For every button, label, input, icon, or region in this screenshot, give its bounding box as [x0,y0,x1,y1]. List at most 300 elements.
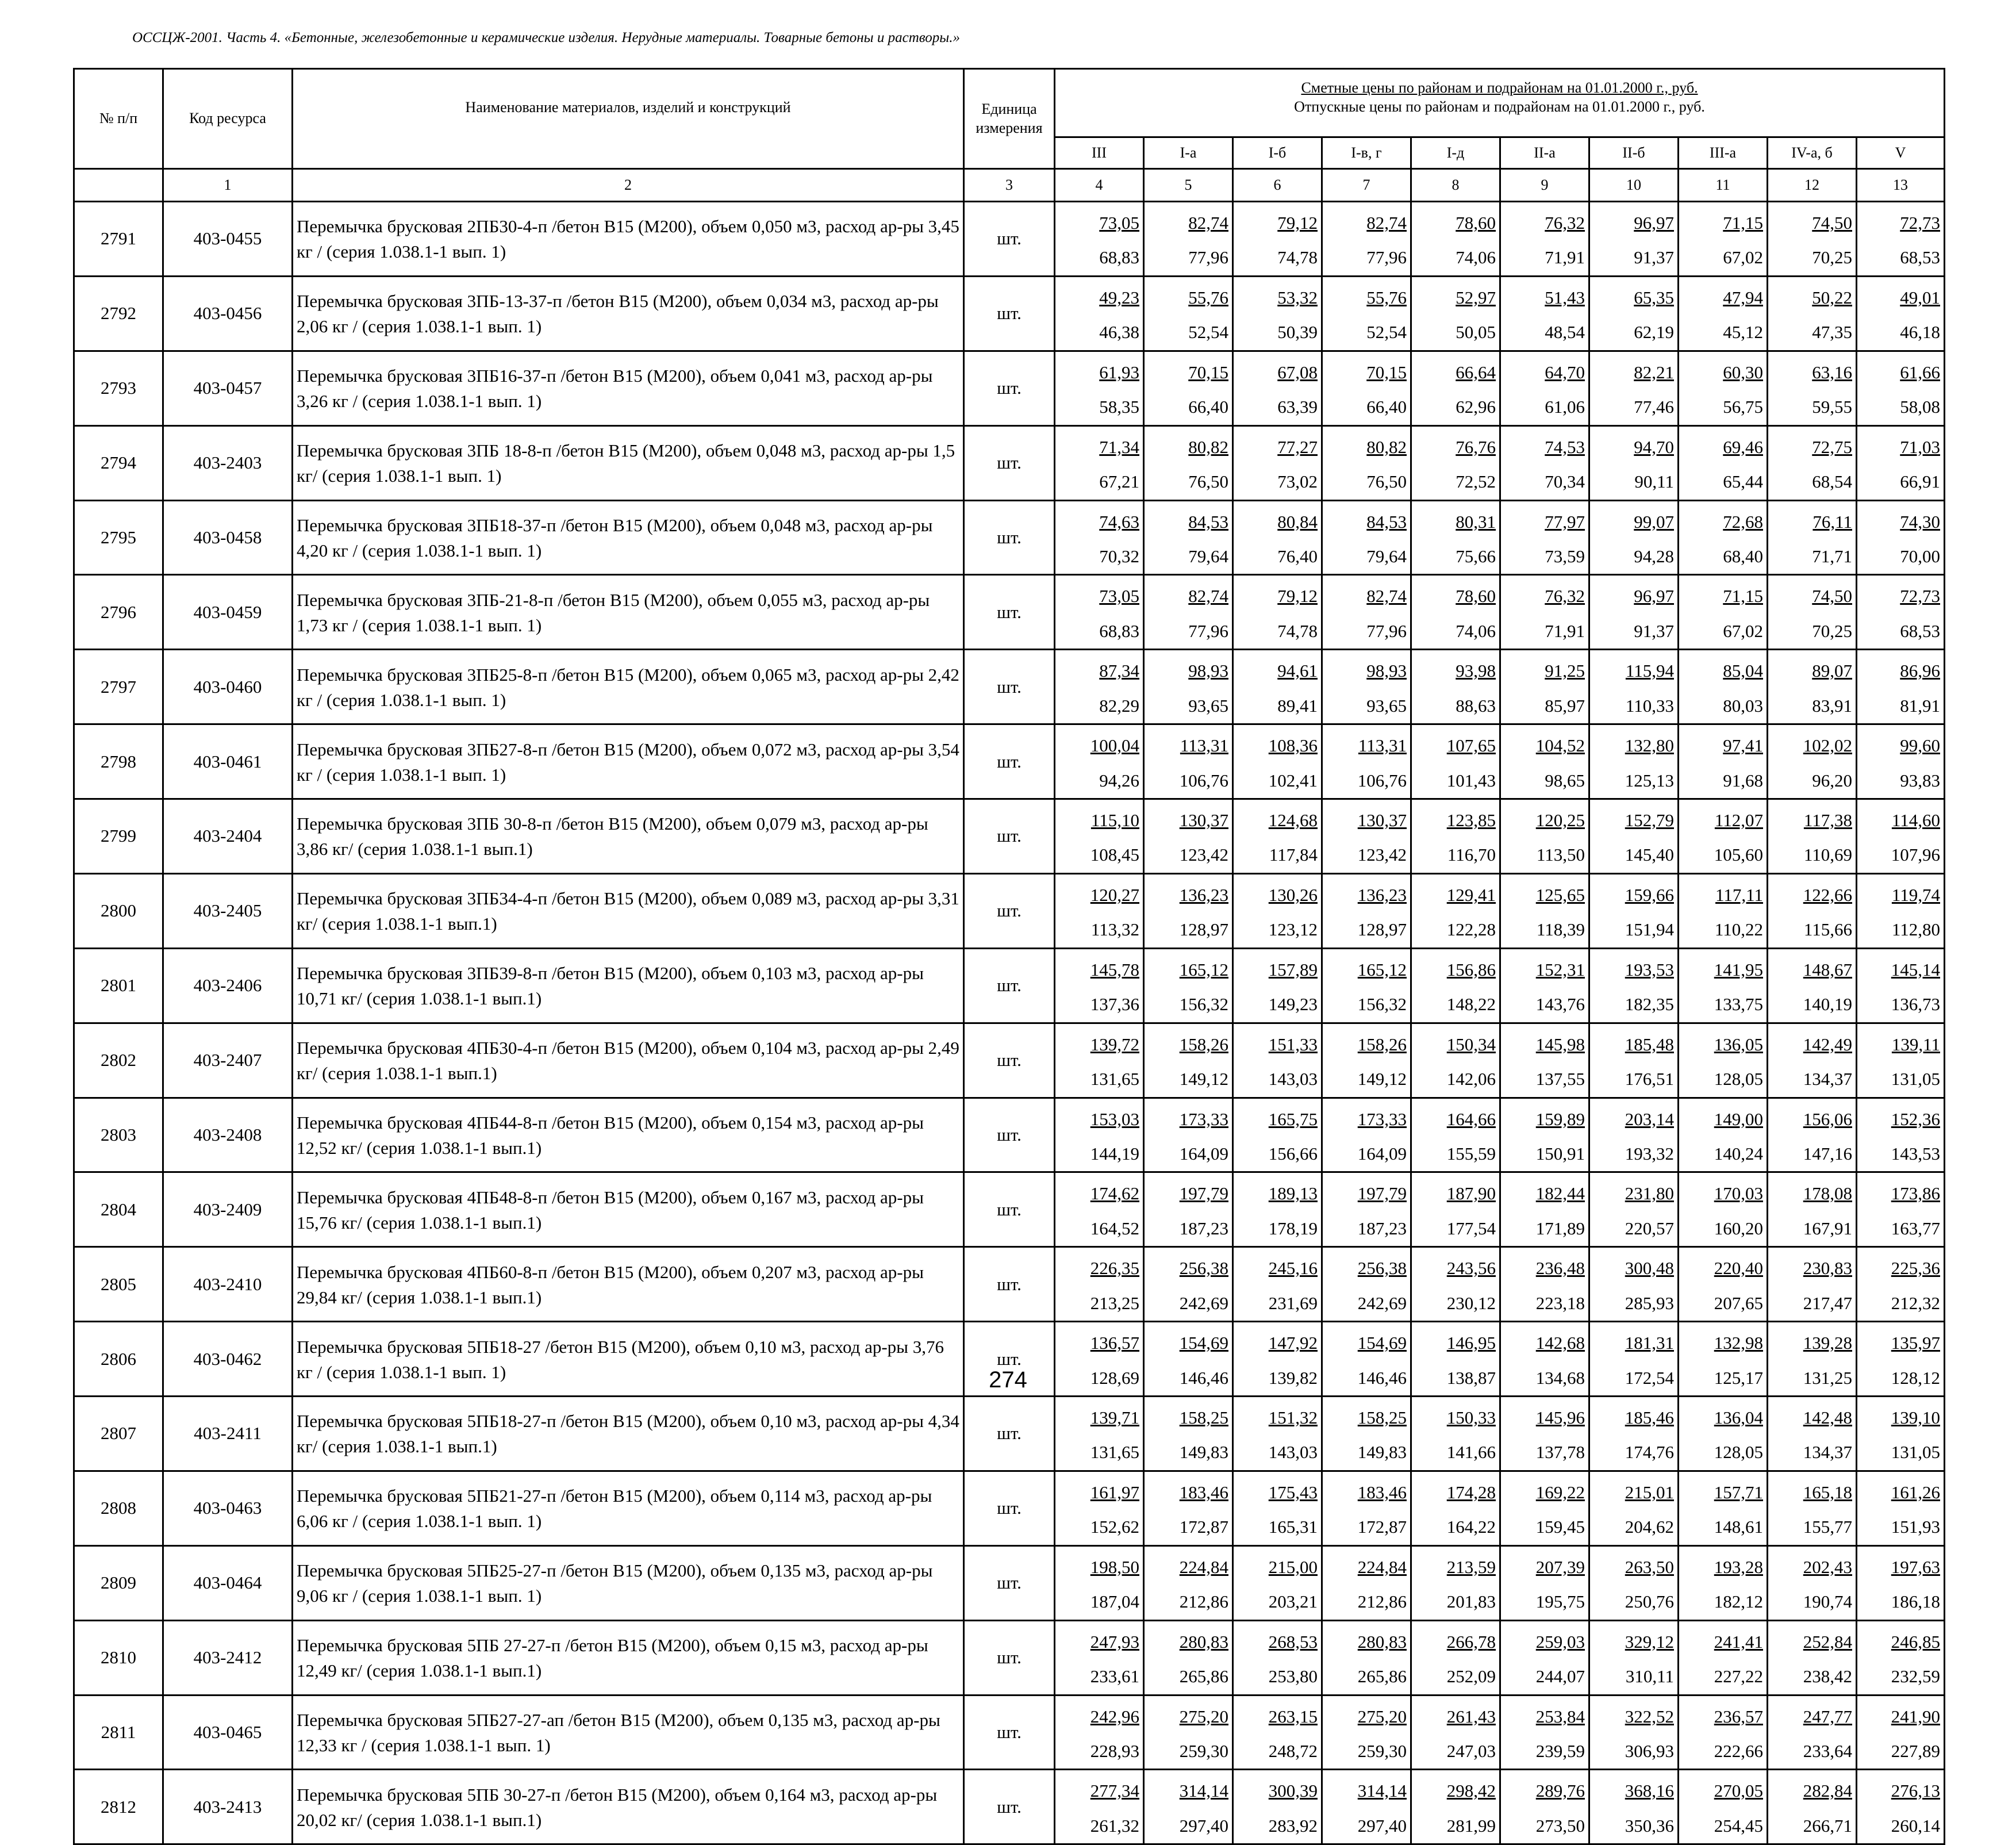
estimated-price: 139,11 [1891,1034,1941,1054]
release-price: 93,65 [1366,695,1407,716]
price-cell [1055,1023,1144,1098]
release-price: 96,20 [1812,770,1852,791]
release-price: 186,18 [1891,1591,1941,1612]
resource-code: 403-2412 [163,1620,293,1695]
table-row [74,1172,1945,1247]
price-cell [1500,1397,1589,1471]
price-cell [1322,500,1411,575]
row-number: 2792 [74,276,163,351]
price-cell [1500,948,1589,1023]
row-number: 2800 [74,873,163,948]
release-price: 93,65 [1188,695,1228,716]
release-price: 165,31 [1268,1517,1318,1537]
price-cell [1055,1620,1144,1695]
estimated-price: 85,04 [1723,661,1763,681]
unit-of-measure: шт. [964,1770,1055,1844]
release-price: 131,65 [1090,1442,1139,1463]
estimated-price: 152,36 [1891,1108,1941,1129]
estimated-price: 165,12 [1179,959,1228,980]
release-price: 297,40 [1357,1815,1407,1836]
estimated-price: 113,31 [1358,735,1407,756]
price-cell [1589,1172,1679,1247]
price-cell [1055,1545,1144,1620]
release-price: 145,40 [1625,845,1674,865]
row-number: 2808 [74,1471,163,1545]
price-cell [1768,500,1857,575]
price-cell [1857,1620,1945,1695]
estimated-price: 165,12 [1357,959,1407,980]
estimated-price: 280,83 [1179,1631,1228,1652]
unit-of-measure: шт. [964,500,1055,575]
estimated-price: 247,77 [1803,1706,1852,1727]
price-cell [1144,724,1233,799]
release-price: 72,52 [1456,471,1496,492]
release-price: 195,75 [1535,1591,1585,1612]
region-header: III [1055,137,1144,169]
material-name: Перемычка брусковая 3ПБ39-8-п /бетон В15 (М200), объем 0,103 м3, расход ар-ры 10,71 кг/ (серия 1.038.1-1 вып.1) [293,948,964,1023]
release-price: 233,64 [1803,1740,1852,1761]
price-cell [1500,202,1589,277]
estimated-price: 80,84 [1277,511,1318,532]
estimated-price: 145,98 [1535,1034,1585,1054]
price-cell [1589,799,1679,874]
estimated-price: 246,85 [1891,1631,1941,1652]
release-price: 232,59 [1891,1666,1941,1687]
release-price: 131,65 [1090,1069,1139,1090]
table-row [74,1695,1945,1770]
release-price: 75,66 [1456,546,1496,566]
estimated-price: 226,35 [1090,1258,1139,1279]
release-price: 151,94 [1625,919,1674,940]
release-price: 89,41 [1277,695,1318,716]
table-header [74,69,1945,202]
header-prices-release: Отпускные цены по районам и подрайонам на 01.01.2000 г., руб. [1294,98,1705,115]
estimated-price: 159,89 [1535,1108,1585,1129]
header-num: № п/п [74,69,163,169]
column-number: 10 [1589,169,1679,202]
estimated-price: 125,65 [1535,884,1585,905]
material-name: Перемычка брусковая 4ПБ30-4-п /бетон В15 (М200), объем 0,104 м3, расход ар-ры 2,49 кг/ (серия 1.038.1-1 вып.1) [293,1023,964,1098]
release-price: 66,40 [1188,397,1228,417]
release-price: 50,05 [1456,322,1496,343]
release-price: 71,91 [1545,247,1585,268]
release-price: 68,53 [1900,247,1941,268]
estimated-price: 124,68 [1268,810,1318,830]
unit-of-measure: шт. [964,351,1055,425]
material-name: Перемычка брусковая 3ПБ25-8-п /бетон В15 (М200), объем 0,065 м3, расход ар-ры 2,42 кг / (серия 1.038.1-1 вып. 1) [293,650,964,724]
resource-code: 403-0461 [163,724,293,799]
table-body [74,202,1945,1844]
release-price: 261,32 [1090,1815,1139,1836]
column-number: 8 [1411,169,1500,202]
price-cell [1857,948,1945,1023]
estimated-price: 150,33 [1446,1407,1496,1428]
price-cell [1679,575,1768,650]
release-price: 113,32 [1090,919,1139,940]
price-cell [1322,276,1411,351]
row-number: 2807 [74,1397,163,1471]
estimated-price: 215,01 [1625,1482,1674,1502]
release-price: 123,42 [1179,845,1228,865]
unit-of-measure: шт. [964,1172,1055,1247]
estimated-price: 261,43 [1446,1706,1496,1727]
price-cell [1322,1770,1411,1844]
release-price: 85,97 [1545,695,1585,716]
table-row [74,948,1945,1023]
resource-code: 403-2408 [163,1098,293,1172]
price-cell [1589,724,1679,799]
release-price: 79,64 [1188,546,1228,566]
estimated-price: 51,43 [1545,287,1585,308]
price-cell [1411,1397,1500,1471]
estimated-price: 49,01 [1900,287,1941,308]
estimated-price: 241,90 [1891,1706,1941,1727]
estimated-price: 150,34 [1446,1034,1496,1054]
table-row [74,799,1945,874]
price-cell [1679,799,1768,874]
table-row [74,1397,1945,1471]
table-row [74,276,1945,351]
price-cell [1322,724,1411,799]
estimated-price: 84,53 [1188,511,1228,532]
resource-code: 403-0458 [163,500,293,575]
release-price: 101,43 [1446,770,1496,791]
unit-of-measure: шт. [964,873,1055,948]
price-cell [1589,1471,1679,1545]
estimated-price: 154,69 [1179,1333,1228,1353]
release-price: 156,32 [1179,994,1228,1015]
resource-code: 403-0463 [163,1471,293,1545]
release-price: 143,03 [1268,1069,1318,1090]
release-price: 133,75 [1714,994,1763,1015]
estimated-price: 53,32 [1277,287,1318,308]
release-price: 142,06 [1446,1069,1496,1090]
release-price: 56,75 [1723,397,1763,417]
price-cell [1768,1397,1857,1471]
estimated-price: 71,34 [1099,436,1139,457]
estimated-price: 207,39 [1535,1556,1585,1577]
price-cell [1322,873,1411,948]
price-cell [1857,1098,1945,1172]
release-price: 94,28 [1634,546,1674,566]
header-name: Наименование материалов, изделий и конструкций [293,69,964,169]
price-cell [1055,1098,1144,1172]
price-cell [1679,1770,1768,1844]
estimated-price: 242,96 [1090,1706,1139,1727]
estimated-price: 245,16 [1268,1258,1318,1279]
row-number: 2804 [74,1172,163,1247]
release-price: 128,69 [1090,1367,1139,1388]
release-price: 222,66 [1714,1740,1763,1761]
price-cell [1411,1695,1500,1770]
estimated-price: 96,97 [1634,586,1674,607]
release-price: 260,14 [1891,1815,1941,1836]
estimated-price: 86,96 [1900,661,1941,681]
price-cell [1679,1172,1768,1247]
estimated-price: 270,05 [1714,1781,1763,1801]
release-price: 143,03 [1268,1442,1318,1463]
price-cell [1411,425,1500,500]
release-price: 160,20 [1714,1218,1763,1238]
release-price: 242,69 [1357,1292,1407,1313]
price-cell [1589,1620,1679,1695]
estimated-price: 73,05 [1099,213,1139,233]
estimated-price: 139,28 [1803,1333,1852,1353]
release-price: 88,63 [1456,695,1496,716]
row-number: 2795 [74,500,163,575]
estimated-price: 159,66 [1625,884,1674,905]
release-price: 117,84 [1269,845,1318,865]
price-cell [1322,1023,1411,1098]
estimated-price: 181,31 [1625,1333,1674,1353]
row-number: 2803 [74,1098,163,1172]
price-cell [1233,1620,1322,1695]
release-price: 176,51 [1625,1069,1674,1090]
column-number: 11 [1679,169,1768,202]
release-price: 77,96 [1366,620,1407,641]
release-price: 134,37 [1803,1442,1852,1463]
release-price: 155,77 [1803,1517,1852,1537]
column-number: 2 [293,169,964,202]
estimated-price: 158,26 [1357,1034,1407,1054]
material-name: Перемычка брусковая 3ПБ-21-8-п /бетон В15 (М200), объем 0,055 м3, расход ар-ры 1,73 кг / (серия 1.038.1-1 вып. 1) [293,575,964,650]
row-number: 2812 [74,1770,163,1844]
estimated-price: 97,41 [1723,735,1763,756]
estimated-price: 185,46 [1625,1407,1674,1428]
table-row [74,351,1945,425]
release-price: 63,39 [1277,397,1318,417]
release-price: 141,66 [1446,1442,1496,1463]
release-price: 250,76 [1625,1591,1674,1612]
estimated-price: 197,79 [1357,1183,1407,1204]
price-cell [1857,500,1945,575]
estimated-price: 139,72 [1090,1034,1139,1054]
estimated-price: 161,26 [1891,1482,1941,1502]
price-cell [1144,1023,1233,1098]
release-price: 125,13 [1625,770,1674,791]
price-cell [1500,276,1589,351]
estimated-price: 141,95 [1714,959,1763,980]
estimated-price: 215,00 [1268,1556,1318,1577]
estimated-price: 152,79 [1625,810,1674,830]
material-name: Перемычка брусковая 5ПБ 27-27-п /бетон В15 (М200), объем 0,15 м3, расход ар-ры 12,49 кг/ (серия 1.038.1-1 вып.1) [293,1620,964,1695]
estimated-price: 74,50 [1812,213,1852,233]
release-price: 207,65 [1714,1292,1763,1313]
price-cell [1233,1023,1322,1098]
release-price: 66,40 [1366,397,1407,417]
estimated-price: 108,36 [1268,735,1318,756]
column-number: 6 [1233,169,1322,202]
resource-code: 403-2411 [163,1397,293,1471]
release-price: 116,70 [1447,845,1496,865]
estimated-price: 122,66 [1803,884,1852,905]
estimated-price: 60,30 [1723,362,1763,382]
release-price: 110,22 [1714,919,1763,940]
row-number: 2799 [74,799,163,874]
price-cell [1679,1023,1768,1098]
estimated-price: 74,63 [1099,511,1139,532]
price-cell [1055,1695,1144,1770]
unit-of-measure: шт. [964,1620,1055,1695]
estimated-price: 183,46 [1179,1482,1228,1502]
estimated-price: 243,56 [1446,1258,1496,1279]
release-price: 136,73 [1891,994,1941,1015]
price-cell [1589,1545,1679,1620]
price-cell [1857,1247,1945,1322]
release-price: 65,44 [1723,471,1763,492]
estimated-price: 80,82 [1366,436,1407,457]
price-cell [1857,724,1945,799]
price-cell [1055,873,1144,948]
estimated-price: 100,04 [1090,735,1139,756]
unit-of-measure: шт. [964,724,1055,799]
price-cell [1233,276,1322,351]
release-price: 46,38 [1099,322,1139,343]
release-price: 149,12 [1357,1069,1407,1090]
region-header: II-б [1589,137,1679,169]
price-cell [1500,873,1589,948]
table-row [74,1770,1945,1844]
release-price: 306,93 [1625,1740,1674,1761]
estimated-price: 136,23 [1179,884,1228,905]
release-price: 149,12 [1179,1069,1228,1090]
release-price: 190,74 [1803,1591,1852,1612]
price-cell [1768,1098,1857,1172]
price-cell [1322,1545,1411,1620]
release-price: 152,62 [1090,1517,1139,1537]
estimated-price: 203,14 [1625,1108,1674,1129]
price-cell [1144,1545,1233,1620]
release-price: 71,71 [1812,546,1852,566]
price-cell [1233,873,1322,948]
price-cell [1857,1471,1945,1545]
release-price: 223,18 [1535,1292,1585,1313]
price-cell [1589,1770,1679,1844]
release-price: 247,03 [1446,1740,1496,1761]
estimated-price: 63,16 [1812,362,1852,382]
estimated-price: 148,67 [1803,959,1852,980]
release-price: 67,21 [1099,471,1139,492]
estimated-price: 130,26 [1268,884,1318,905]
price-cell [1768,1545,1857,1620]
price-cell [1857,650,1945,724]
estimated-price: 87,34 [1099,661,1139,681]
table-row [74,1247,1945,1322]
estimated-price: 72,75 [1812,436,1852,457]
document-title: ОССЦЖ-2001. Часть 4. «Бетонные, железобетонные и керамические изделия. Нерудные материалы. Товарные бетоны и растворы.» [132,30,960,45]
price-cell [1500,575,1589,650]
row-number: 2793 [74,351,163,425]
table-row [74,1620,1945,1695]
estimated-price: 146,95 [1446,1333,1496,1353]
release-price: 128,05 [1714,1069,1763,1090]
row-number: 2811 [74,1695,163,1770]
price-cell [1233,1397,1322,1471]
estimated-price: 198,50 [1090,1556,1139,1577]
price-cell [1679,1695,1768,1770]
price-cell [1322,202,1411,277]
release-price: 151,93 [1891,1517,1941,1537]
region-header: III-а [1679,137,1768,169]
estimated-price: 99,60 [1900,735,1941,756]
release-price: 45,12 [1723,322,1763,343]
release-price: 47,35 [1812,322,1852,343]
estimated-price: 158,25 [1357,1407,1407,1428]
release-price: 244,07 [1535,1666,1585,1687]
price-cell [1411,1172,1500,1247]
release-price: 67,02 [1723,620,1763,641]
price-cell [1768,202,1857,277]
price-cell [1055,650,1144,724]
release-price: 76,50 [1366,471,1407,492]
table-row [74,1545,1945,1620]
estimated-price: 67,08 [1277,362,1318,382]
estimated-price: 71,15 [1723,213,1763,233]
estimated-price: 74,50 [1812,586,1852,607]
unit-of-measure: шт. [964,425,1055,500]
price-cell [1144,575,1233,650]
release-price: 59,55 [1812,397,1852,417]
estimated-price: 183,46 [1357,1482,1407,1502]
price-cell [1857,276,1945,351]
column-number: 9 [1500,169,1589,202]
estimated-price: 314,14 [1357,1781,1407,1801]
estimated-price: 74,53 [1545,436,1585,457]
release-price: 137,36 [1090,994,1139,1015]
estimated-price: 187,90 [1446,1183,1496,1204]
release-price: 82,29 [1099,695,1139,716]
price-cell [1233,500,1322,575]
release-price: 143,76 [1535,994,1585,1015]
estimated-price: 189,13 [1268,1183,1318,1204]
release-price: 273,50 [1535,1815,1585,1836]
price-cell [1233,1247,1322,1322]
price-cell [1679,425,1768,500]
release-price: 134,68 [1535,1367,1585,1388]
estimated-price: 263,15 [1268,1706,1318,1727]
price-cell [1500,1247,1589,1322]
release-price: 77,96 [1188,247,1228,268]
estimated-price: 142,48 [1803,1407,1852,1428]
estimated-price: 263,50 [1625,1556,1674,1577]
release-price: 48,54 [1545,322,1585,343]
estimated-price: 130,37 [1357,810,1407,830]
material-name: Перемычка брусковая 5ПБ18-27-п /бетон В15 (М200), объем 0,10 м3, расход ар-ры 4,34 кг/ (серия 1.038.1-1 вып.1) [293,1397,964,1471]
price-cell [1144,500,1233,575]
estimated-price: 266,78 [1446,1631,1496,1652]
release-price: 265,86 [1357,1666,1407,1687]
estimated-price: 193,28 [1714,1556,1763,1577]
estimated-price: 145,14 [1891,959,1941,980]
price-cell [1233,425,1322,500]
release-price: 91,37 [1634,247,1674,268]
price-cell [1144,1620,1233,1695]
estimated-price: 224,84 [1179,1556,1228,1577]
estimated-price: 276,13 [1891,1781,1941,1801]
estimated-price: 61,66 [1900,362,1941,382]
estimated-price: 197,79 [1179,1183,1228,1204]
release-price: 52,54 [1366,322,1407,343]
estimated-price: 253,84 [1535,1706,1585,1727]
estimated-price: 69,46 [1723,436,1763,457]
release-price: 182,12 [1714,1591,1763,1612]
resource-code: 403-2409 [163,1172,293,1247]
release-price: 50,39 [1277,322,1318,343]
release-price: 242,69 [1179,1292,1228,1313]
estimated-price: 213,59 [1446,1556,1496,1577]
estimated-price: 202,43 [1803,1556,1852,1577]
release-price: 146,46 [1179,1367,1228,1388]
